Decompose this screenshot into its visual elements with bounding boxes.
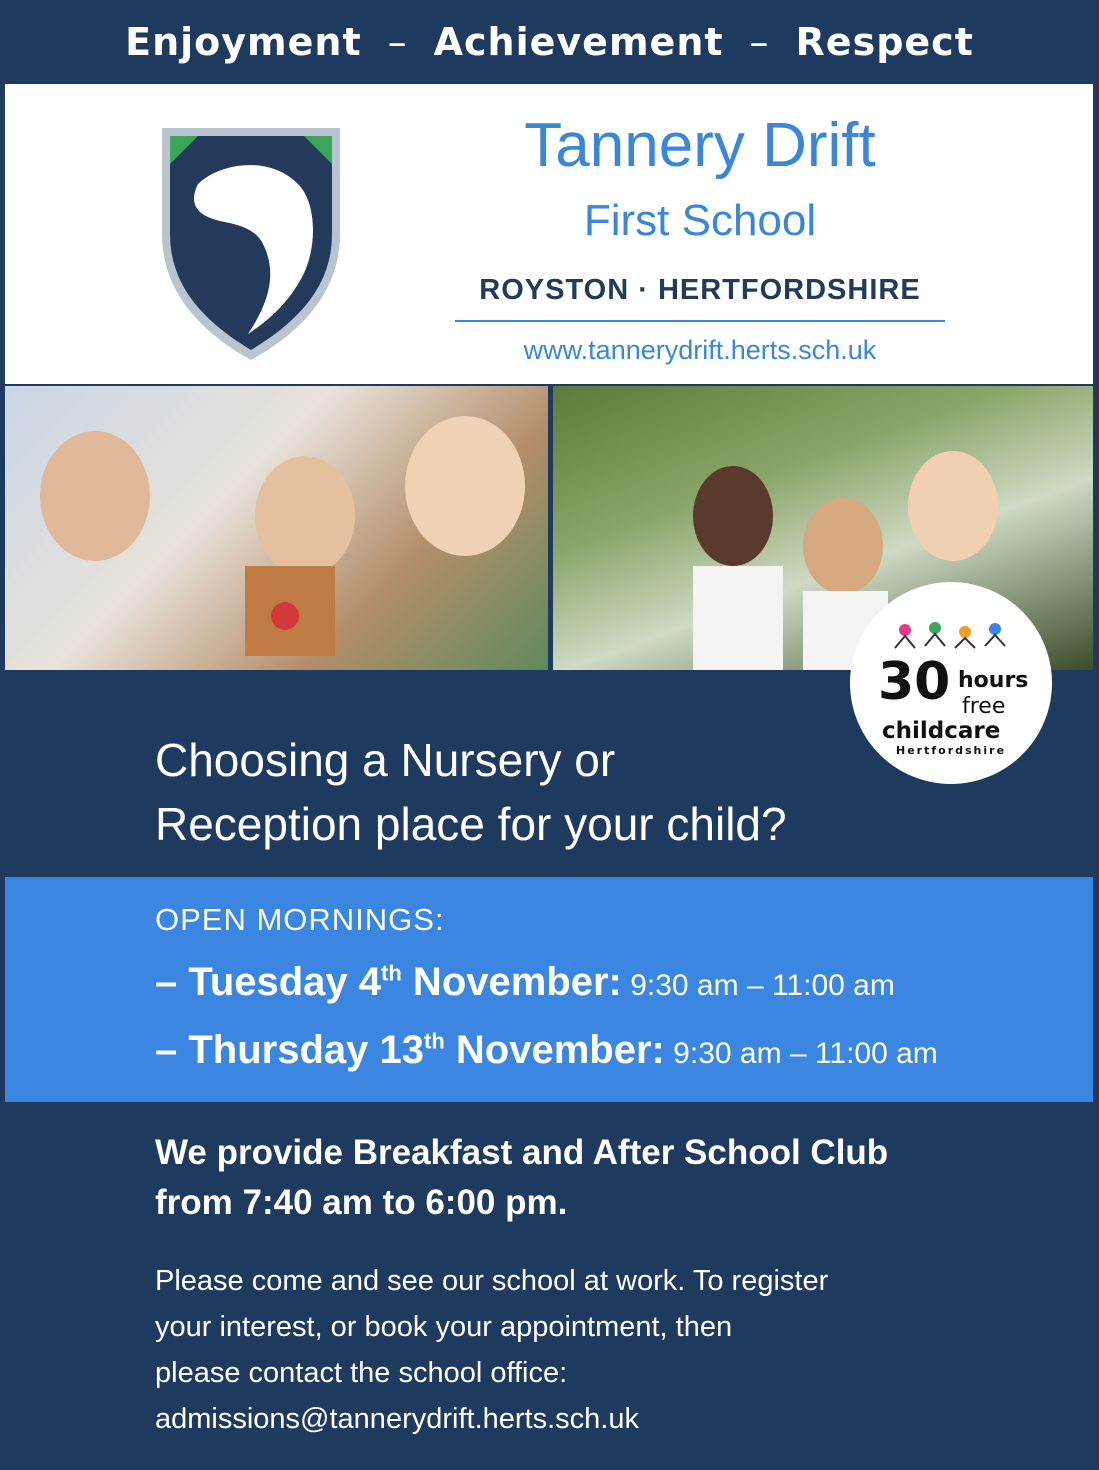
badge-childcare: childcare bbox=[882, 718, 1001, 744]
open-mornings-title: OPEN MORNINGS: bbox=[155, 902, 445, 937]
contact-line-1: Please come and see our school at work. To register bbox=[155, 1265, 829, 1297]
admissions-email-link[interactable]: admissions@tannerydrift.herts.sch.uk bbox=[155, 1403, 639, 1435]
badge-free: free bbox=[962, 694, 1006, 719]
value-achievement: Achievement bbox=[433, 20, 724, 64]
headline-question bbox=[155, 728, 787, 856]
value-enjoyment: Enjoyment bbox=[125, 20, 362, 64]
children-playing-photo bbox=[5, 386, 548, 670]
contact-line-2: your interest, or book your appointment, then bbox=[155, 1311, 733, 1343]
question-line-2: Reception place for your child? bbox=[155, 798, 787, 850]
website-link[interactable]: www.tannerydrift.herts.sch.uk bbox=[523, 335, 877, 365]
separator: – bbox=[749, 20, 770, 64]
question-line-1: Choosing a Nursery or bbox=[155, 734, 616, 786]
school-type: First School bbox=[583, 196, 817, 245]
school-crest-logo bbox=[158, 124, 344, 364]
separator: – bbox=[387, 20, 408, 64]
club-info bbox=[155, 1128, 888, 1228]
open-morning-date: – Thursday 13th November: 9:30 am – 11:00 am bbox=[155, 1028, 938, 1072]
school-values-bar bbox=[0, 0, 1099, 84]
children-icon bbox=[890, 620, 1020, 650]
badge-county: Hertfordshire bbox=[896, 744, 1007, 757]
school-name: Tannery Drift bbox=[524, 111, 876, 180]
open-morning-date: – Tuesday 4th November: 9:30 am – 11:00 am bbox=[155, 960, 895, 1004]
club-line-2: from 7:40 am to 6:00 pm. bbox=[155, 1183, 568, 1222]
badge-hours: hours bbox=[958, 668, 1029, 693]
contact-line-3: please contact the school office: bbox=[155, 1357, 568, 1389]
value-respect: Respect bbox=[795, 20, 974, 64]
school-location: ROYSTON · HERTFORDSHIRE bbox=[479, 274, 921, 306]
free-childcare-badge bbox=[850, 582, 1052, 784]
contact-info bbox=[155, 1258, 1035, 1442]
badge-number: 30 bbox=[878, 652, 951, 712]
divider bbox=[455, 320, 945, 322]
club-line-1: We provide Breakfast and After School Club bbox=[155, 1133, 889, 1172]
